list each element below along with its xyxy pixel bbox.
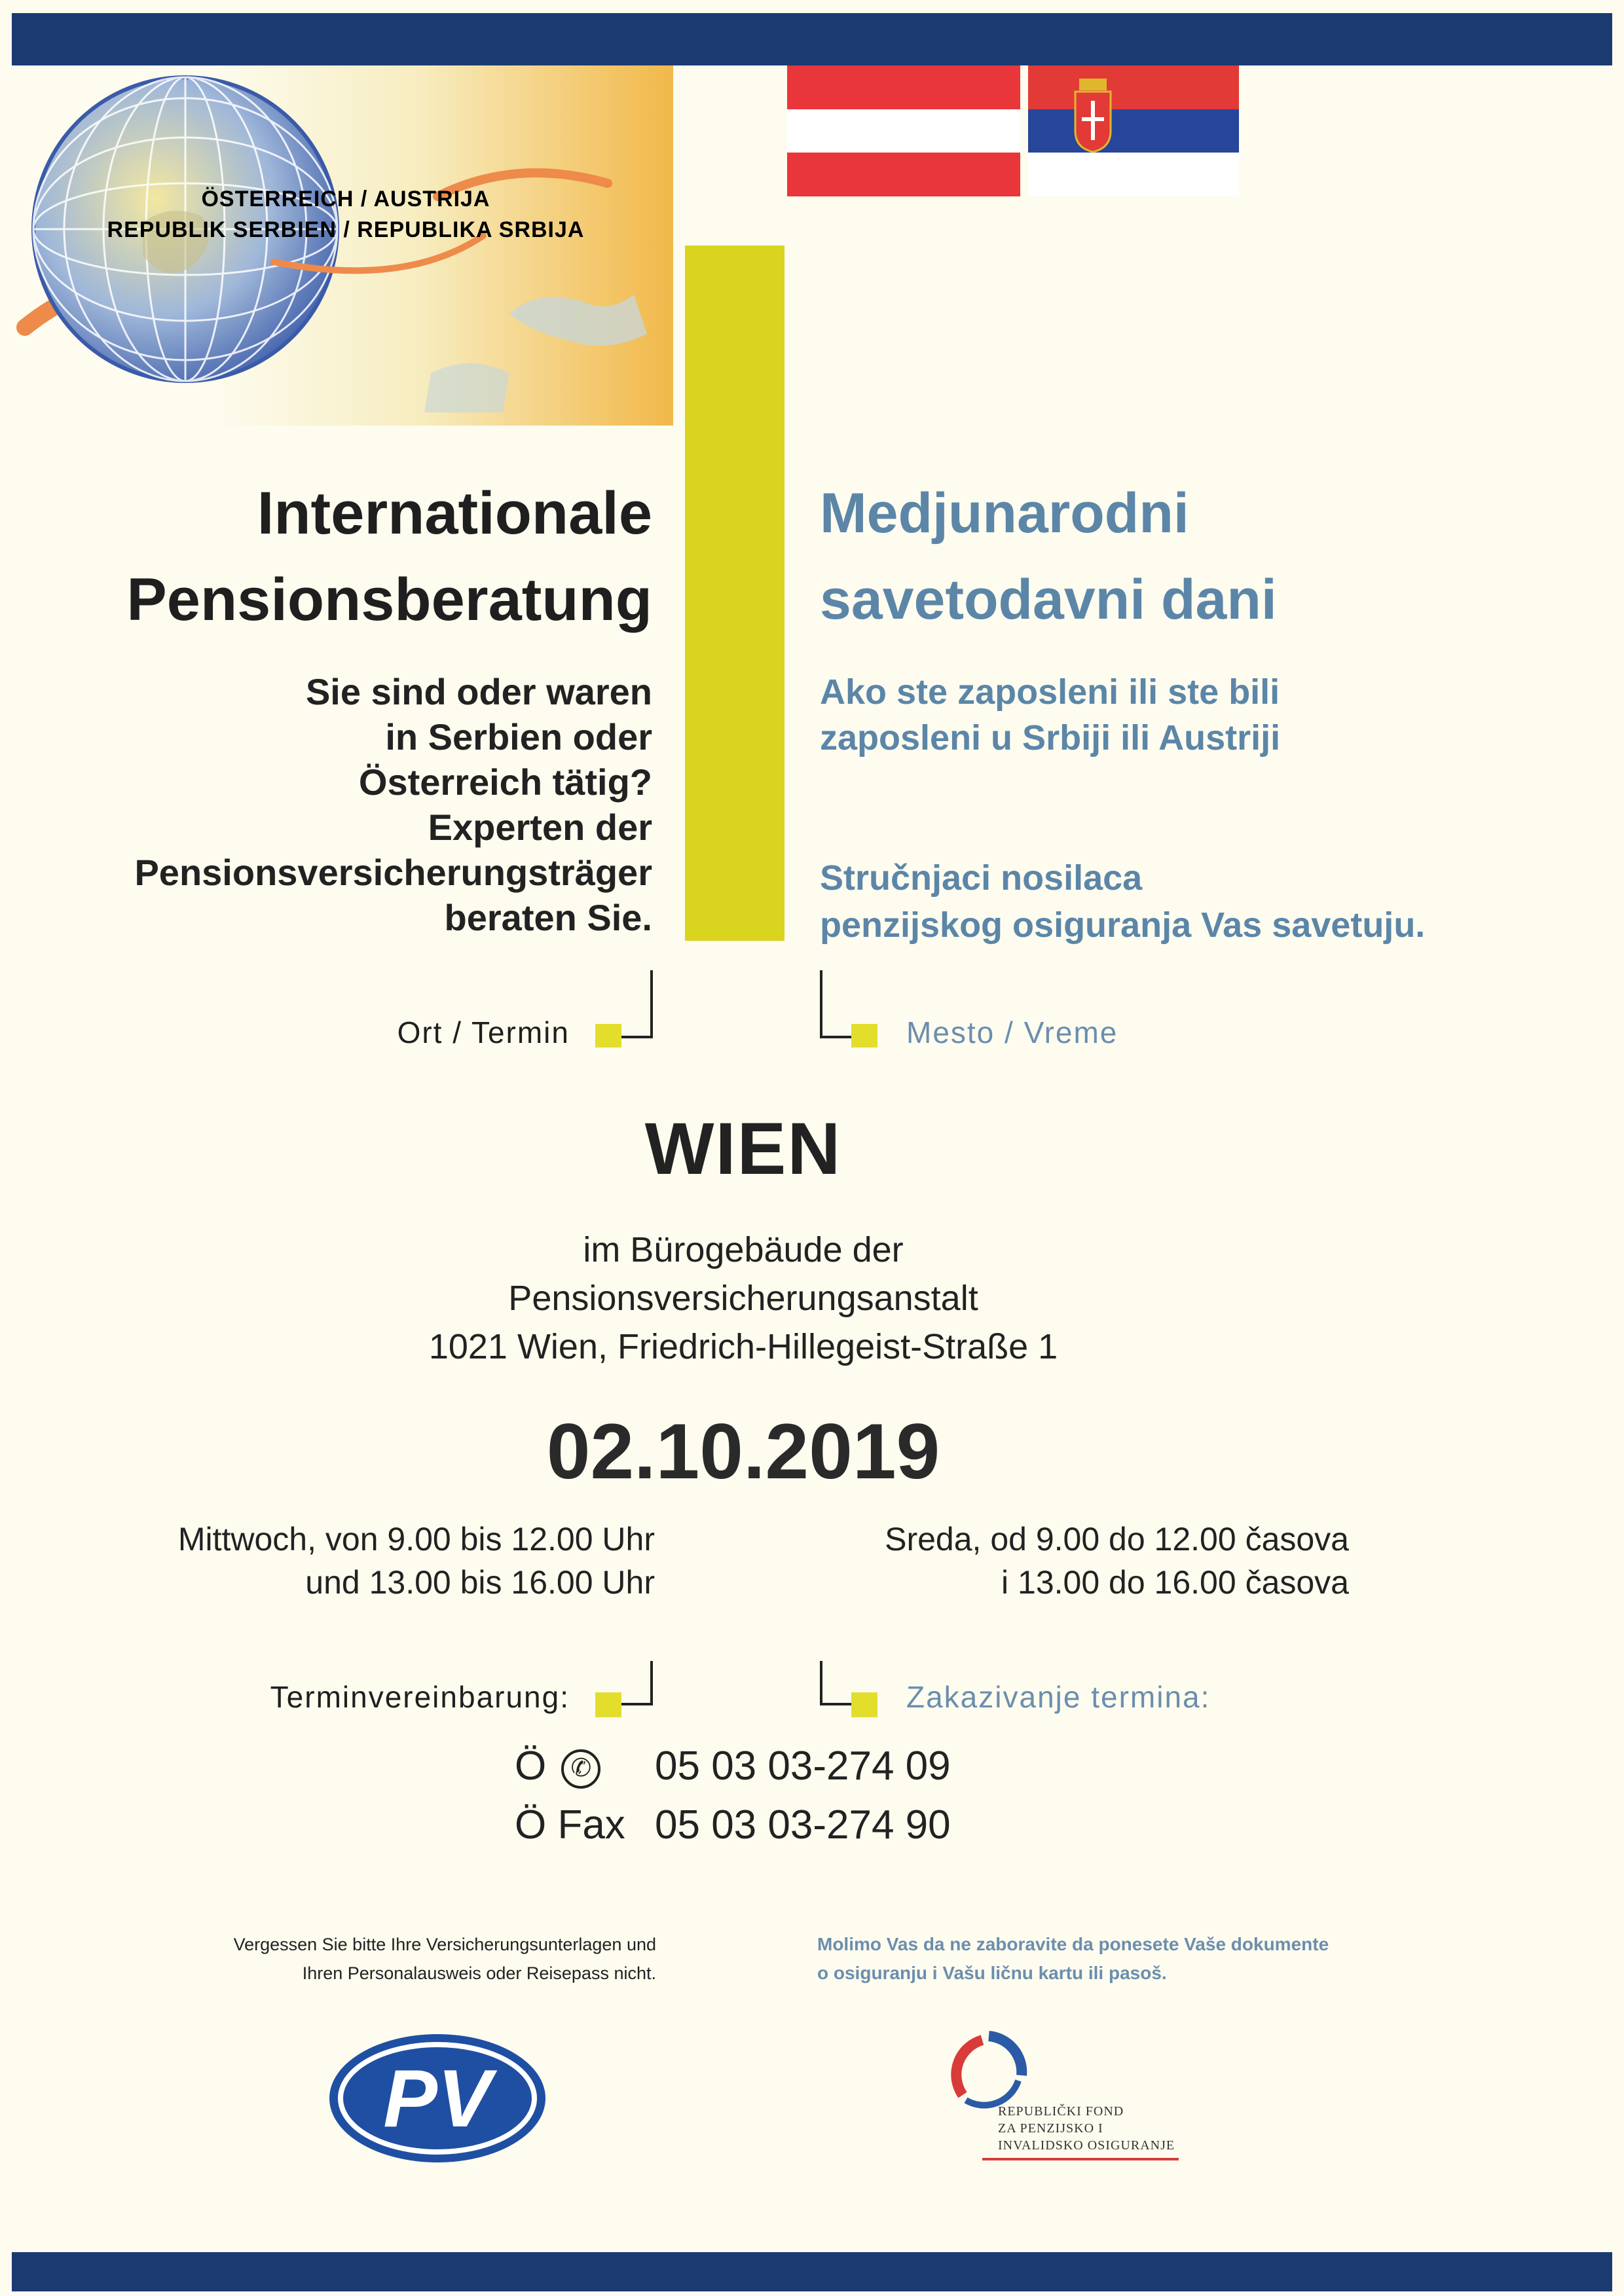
title-german-line1: Internationale <box>257 480 652 547</box>
phone-row <box>515 1743 1170 1795</box>
intro-serbian <box>820 669 1593 761</box>
rf-pio-name-line: INVALIDSKO OSIGURANJE <box>998 2138 1175 2153</box>
intro-serbian-line: Ako ste zaposleni ili ste bili <box>820 672 1280 712</box>
intro-german-line: beraten Sie. <box>444 897 652 938</box>
time-german-line: Mittwoch, von 9.00 bis 12.00 Uhr <box>177 1521 655 1558</box>
globe-caption-line1: ÖSTERREICH / AUSTRIJA <box>201 187 490 211</box>
phone-prefix: Ö <box>515 1743 547 1789</box>
title-serbian <box>820 470 1540 643</box>
rf-pio-name-line: ZA PENZIJSKO I <box>998 2121 1103 2136</box>
title-german <box>10 470 652 643</box>
phone-icon: ✆ <box>561 1749 600 1789</box>
event-date: 02.10.2019 <box>546 1408 940 1495</box>
bracket-marker-icon <box>593 969 658 1048</box>
reminder-serbian-line: Molimo Vas da ne zaboravite da ponesete Vaše dokumente <box>817 1934 1329 1954</box>
experts-serbian <box>820 854 1606 949</box>
serbia-coat-of-arms-icon <box>1075 79 1111 152</box>
bracket-marker-icon <box>817 1660 883 1738</box>
rf-pio-logo-icon <box>943 2030 1035 2115</box>
place-label-serbian: Mesto / Vreme <box>906 1015 1118 1049</box>
intro-serbian-line: zaposleni u Srbiji ili Austriji <box>820 718 1281 757</box>
time-german <box>0 1518 655 1604</box>
address-line: im Bürogebäude der <box>583 1230 904 1269</box>
booking-label-serbian: Zakazivanje termina: <box>906 1680 1211 1714</box>
time-serbian <box>694 1518 1349 1604</box>
intro-german-line: Pensionsversicherungsträger <box>134 852 652 893</box>
intro-german-line: Österreich tätig? <box>358 761 652 803</box>
reminder-german <box>67 1930 656 1988</box>
experts-serbian-line: penzijskog osiguranja Vas savetuju. <box>820 905 1426 945</box>
title-german-line2: Pensionsberatung <box>126 566 652 633</box>
place-label-german: Ort / Termin <box>397 1015 570 1049</box>
booking-label-german: Terminvereinbarung: <box>270 1680 570 1714</box>
top-border-bar <box>12 13 1612 65</box>
bracket-marker-icon <box>817 969 883 1048</box>
title-serbian-line1: Medjunarodni <box>820 482 1189 545</box>
address-line: Pensionsversicherungsanstalt <box>508 1279 978 1318</box>
reminder-german-line: Ihren Personalausweis oder Reisepass nicht. <box>302 1963 656 1983</box>
globe-header-illustration <box>12 65 673 426</box>
fax-number: 05 03 03-274 90 <box>655 1802 951 1848</box>
reminder-serbian-line: o osiguranju i Vašu ličnu kartu ili pasoš. <box>817 1963 1167 1983</box>
time-serbian-line: Sreda, od 9.00 do 12.00 časova <box>885 1521 1349 1558</box>
event-address <box>0 1226 1486 1371</box>
event-city: WIEN <box>644 1108 842 1190</box>
pv-logo-text: PV <box>383 2054 492 2144</box>
intro-german-line: Experten der <box>428 807 652 848</box>
bracket-marker-icon <box>593 1660 658 1738</box>
serbia-flag <box>1028 65 1239 196</box>
intro-german <box>0 669 652 940</box>
experts-serbian-line: Stručnjaci nosilaca <box>820 858 1143 898</box>
rf-pio-name <box>998 2103 1221 2154</box>
fax-row <box>515 1802 1170 1854</box>
yellow-divider-bar <box>685 246 784 941</box>
reminder-german-line: Vergessen Sie bitte Ihre Versicherungsunterlagen und <box>233 1935 656 1954</box>
globe-caption-line2: REPUBLIK SERBIEN / REPUBLIKA SRBIJA <box>107 217 585 242</box>
rf-pio-name-line: REPUBLIČKI FOND <box>998 2104 1124 2119</box>
time-serbian-line: i 13.00 do 16.00 časova <box>1001 1564 1349 1601</box>
bottom-border-bar <box>12 2252 1612 2291</box>
address-line: 1021 Wien, Friedrich-Hillegeist-Straße 1 <box>428 1327 1058 1366</box>
time-german-line: und 13.00 bis 16.00 Uhr <box>305 1564 655 1601</box>
austria-flag <box>787 65 1020 196</box>
phone-number: 05 03 03-274 09 <box>655 1743 951 1789</box>
intro-german-line: in Serbien oder <box>385 716 652 757</box>
reminder-serbian <box>817 1930 1472 1988</box>
intro-german-line: Sie sind oder waren <box>305 671 652 712</box>
fax-label: Ö Fax <box>515 1802 625 1848</box>
rf-pio-underline <box>982 2158 1179 2160</box>
pv-logo <box>326 2030 549 2167</box>
title-serbian-line2: savetodavni dani <box>820 568 1277 631</box>
